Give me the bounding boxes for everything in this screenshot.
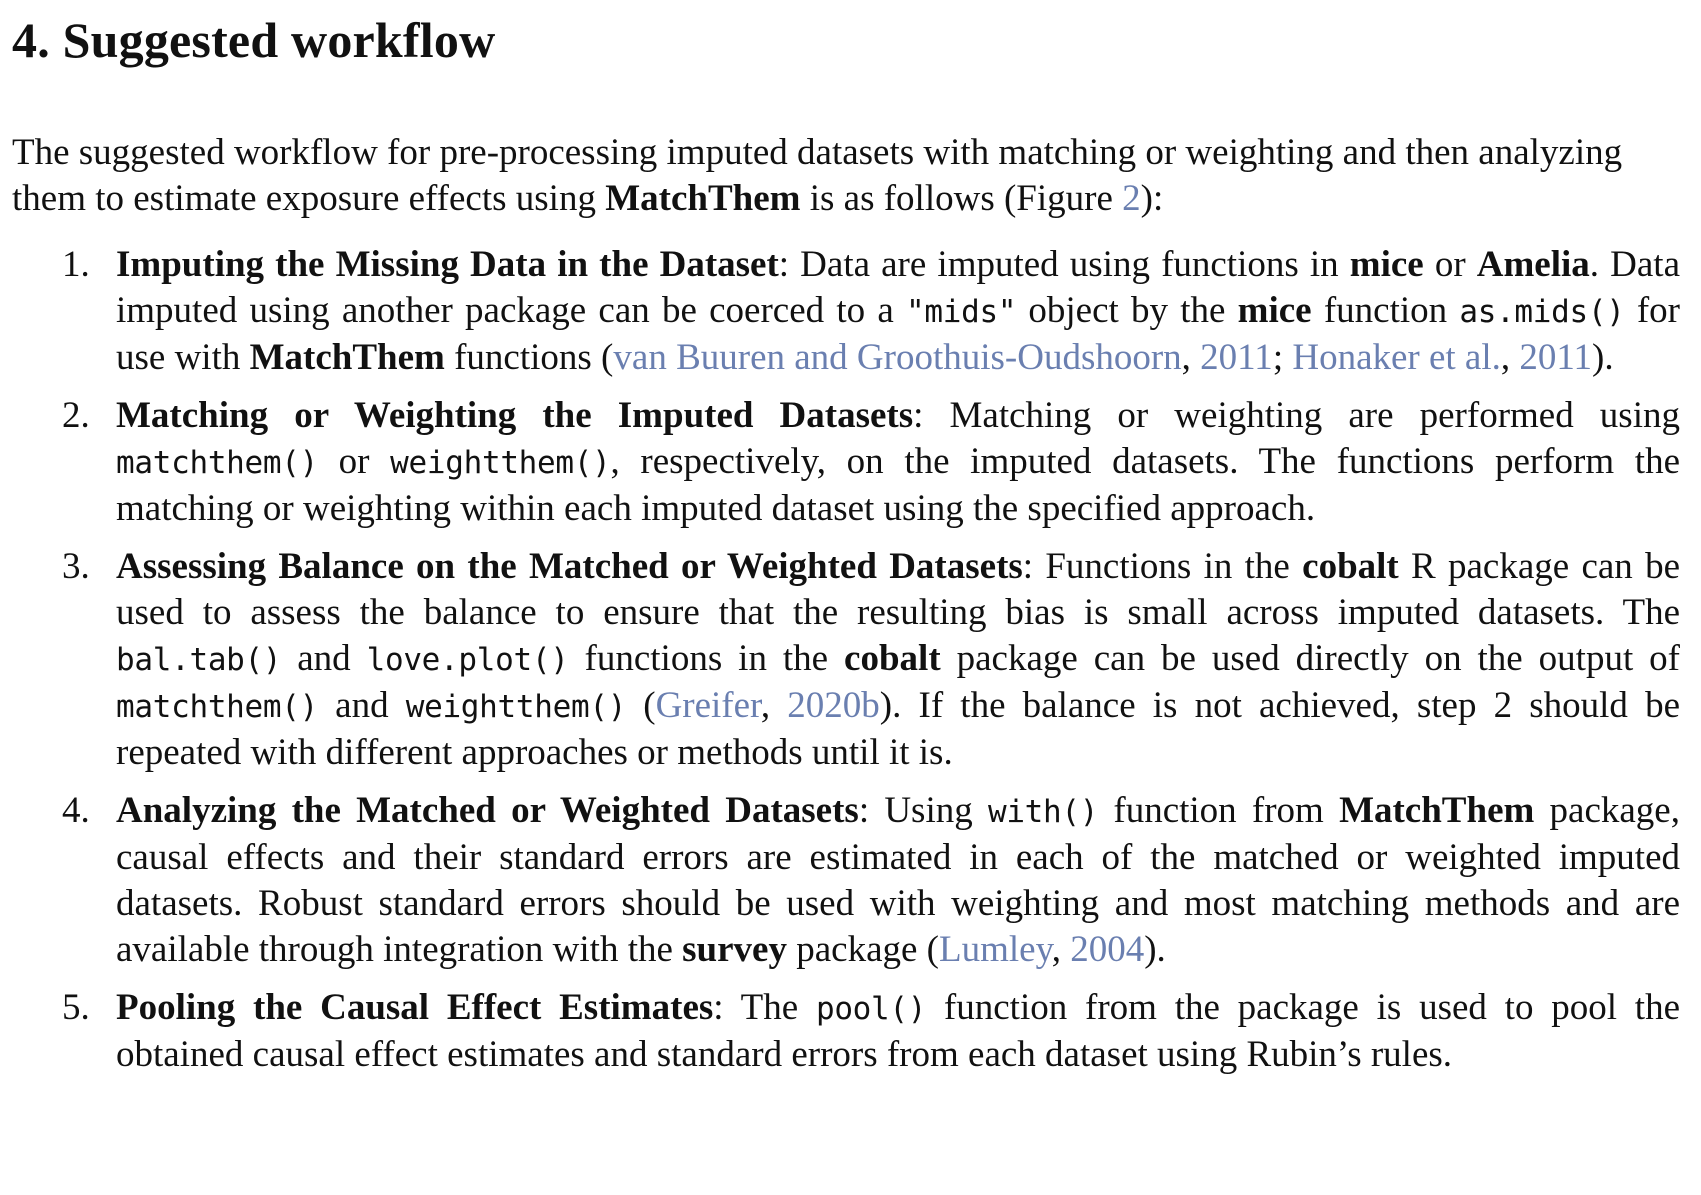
citation-link[interactable]: Honaker et al.	[1292, 337, 1501, 378]
citation-year-link[interactable]: 2020b	[787, 685, 880, 726]
inline-code: love.plot()	[366, 642, 569, 678]
step-title: Analyzing the Matched or Weighted Datasets	[116, 790, 859, 831]
step-text: ).	[1592, 337, 1614, 378]
step-text: : Using	[858, 790, 988, 831]
figure-reference-link[interactable]: 2	[1122, 178, 1141, 219]
step-text: and	[318, 685, 406, 726]
package-name: Amelia	[1476, 244, 1590, 285]
section-title: Suggested workflow	[62, 12, 496, 68]
step-text: object by the	[1016, 290, 1238, 331]
package-name: MatchThem	[605, 178, 801, 219]
step-text: or	[1423, 244, 1477, 285]
step-title: Matching or Weighting the Imputed Datasets	[116, 395, 914, 436]
step-title: Pooling the Causal Effect Estimates	[116, 987, 714, 1028]
package-name: MatchThem	[1339, 790, 1535, 831]
step-text: package can be used directly on the output of	[940, 638, 1680, 679]
step-text: package, causal effects and their standard errors are estimated in each of the matched or weighted imputed datasets. Robust standard errors should be used with weighting and most matching methods and are available through integration with the	[116, 790, 1680, 970]
workflow-step-1	[12, 242, 1680, 381]
package-name: mice	[1349, 244, 1424, 285]
step-text: functions in the	[568, 638, 845, 679]
step-text: function	[1311, 290, 1460, 331]
step-text: ;	[1272, 337, 1293, 378]
step-text: ,	[1500, 337, 1520, 378]
inline-code: weightthem()	[405, 689, 627, 725]
intro-text: ):	[1140, 178, 1164, 219]
inline-code: pool()	[815, 991, 927, 1027]
step-text: ,	[760, 685, 788, 726]
package-name: cobalt	[844, 638, 941, 679]
citation-link[interactable]: Greifer	[655, 685, 761, 726]
step-text: ). If the balance is not achieved, step 2 should be repeated with different approaches or methods until it is.	[116, 685, 1681, 773]
workflow-step-4	[12, 788, 1680, 973]
step-number: 4.	[62, 790, 90, 831]
package-name: MatchThem	[249, 337, 445, 378]
workflow-steps-list	[12, 242, 1689, 1078]
inline-code: bal.tab()	[116, 642, 282, 678]
inline-code: "mids"	[906, 294, 1017, 330]
step-text: for use with	[116, 290, 1680, 378]
intro-paragraph	[12, 130, 1680, 222]
step-text: package (	[786, 929, 939, 970]
citation-link[interactable]: van Buuren and Groothuis-Oudshoorn	[613, 337, 1182, 378]
step-text: : Matching or weighting are performed using	[913, 395, 1680, 436]
workflow-step-3	[12, 544, 1680, 776]
workflow-step-5	[12, 985, 1680, 1078]
inline-code: with()	[987, 794, 1099, 830]
step-number: 2.	[62, 395, 90, 436]
step-number: 1.	[62, 244, 90, 285]
package-name: survey	[682, 929, 787, 970]
step-text: ).	[1144, 929, 1166, 970]
step-text: ,	[1051, 929, 1071, 970]
step-text: function from the package is used to pool the obtained causal effect estimates and standard errors from each dataset using Rubin’s rules.	[116, 987, 1680, 1075]
inline-code: matchthem()	[116, 689, 318, 725]
package-name: cobalt	[1302, 546, 1399, 587]
step-title: Assessing Balance on the Matched or Weighted Datasets	[116, 546, 1023, 587]
step-text: functions (	[444, 337, 614, 378]
step-number: 5.	[62, 987, 90, 1028]
inline-code: matchthem()	[116, 445, 318, 481]
inline-code: weightthem()	[390, 445, 611, 481]
citation-year-link[interactable]: 2011	[1200, 337, 1273, 378]
step-text: , respectively, on the imputed datasets. The functions perform the matching or weighting within each imputed dataset using the specified approach.	[116, 441, 1680, 529]
citation-link[interactable]: Lumley	[939, 929, 1052, 970]
citation-year-link[interactable]: 2011	[1519, 337, 1593, 378]
step-title: Imputing the Missing Data in the Dataset	[116, 244, 779, 285]
step-text: . Data imputed using another package can be coerced to a	[116, 244, 1680, 331]
intro-text: The suggested workflow for pre-processing imputed datasets with matching or weighting and then analyzing them to estimate exposure effects using	[12, 132, 1623, 219]
citation-year-link[interactable]: 2004	[1070, 929, 1145, 970]
step-text: : The	[713, 987, 816, 1028]
step-text: R package can be used to assess the balance to ensure that the resulting bias is small across imputed datasets. The	[116, 546, 1680, 633]
step-text: or	[318, 441, 391, 482]
inline-code: as.mids()	[1459, 294, 1625, 330]
step-text: and	[281, 638, 367, 679]
step-text: : Functions in the	[1022, 546, 1303, 587]
step-text: function from	[1098, 790, 1340, 831]
section-number: 4.	[12, 12, 50, 68]
step-number: 3.	[62, 546, 90, 587]
workflow-step-2	[12, 393, 1680, 532]
step-text: (	[626, 685, 656, 726]
section-heading	[12, 8, 1689, 72]
step-text: ,	[1181, 337, 1201, 378]
intro-text: is as follows (Figure	[800, 178, 1123, 219]
step-text: : Data are imputed using functions in	[778, 244, 1350, 285]
package-name: mice	[1237, 290, 1312, 331]
